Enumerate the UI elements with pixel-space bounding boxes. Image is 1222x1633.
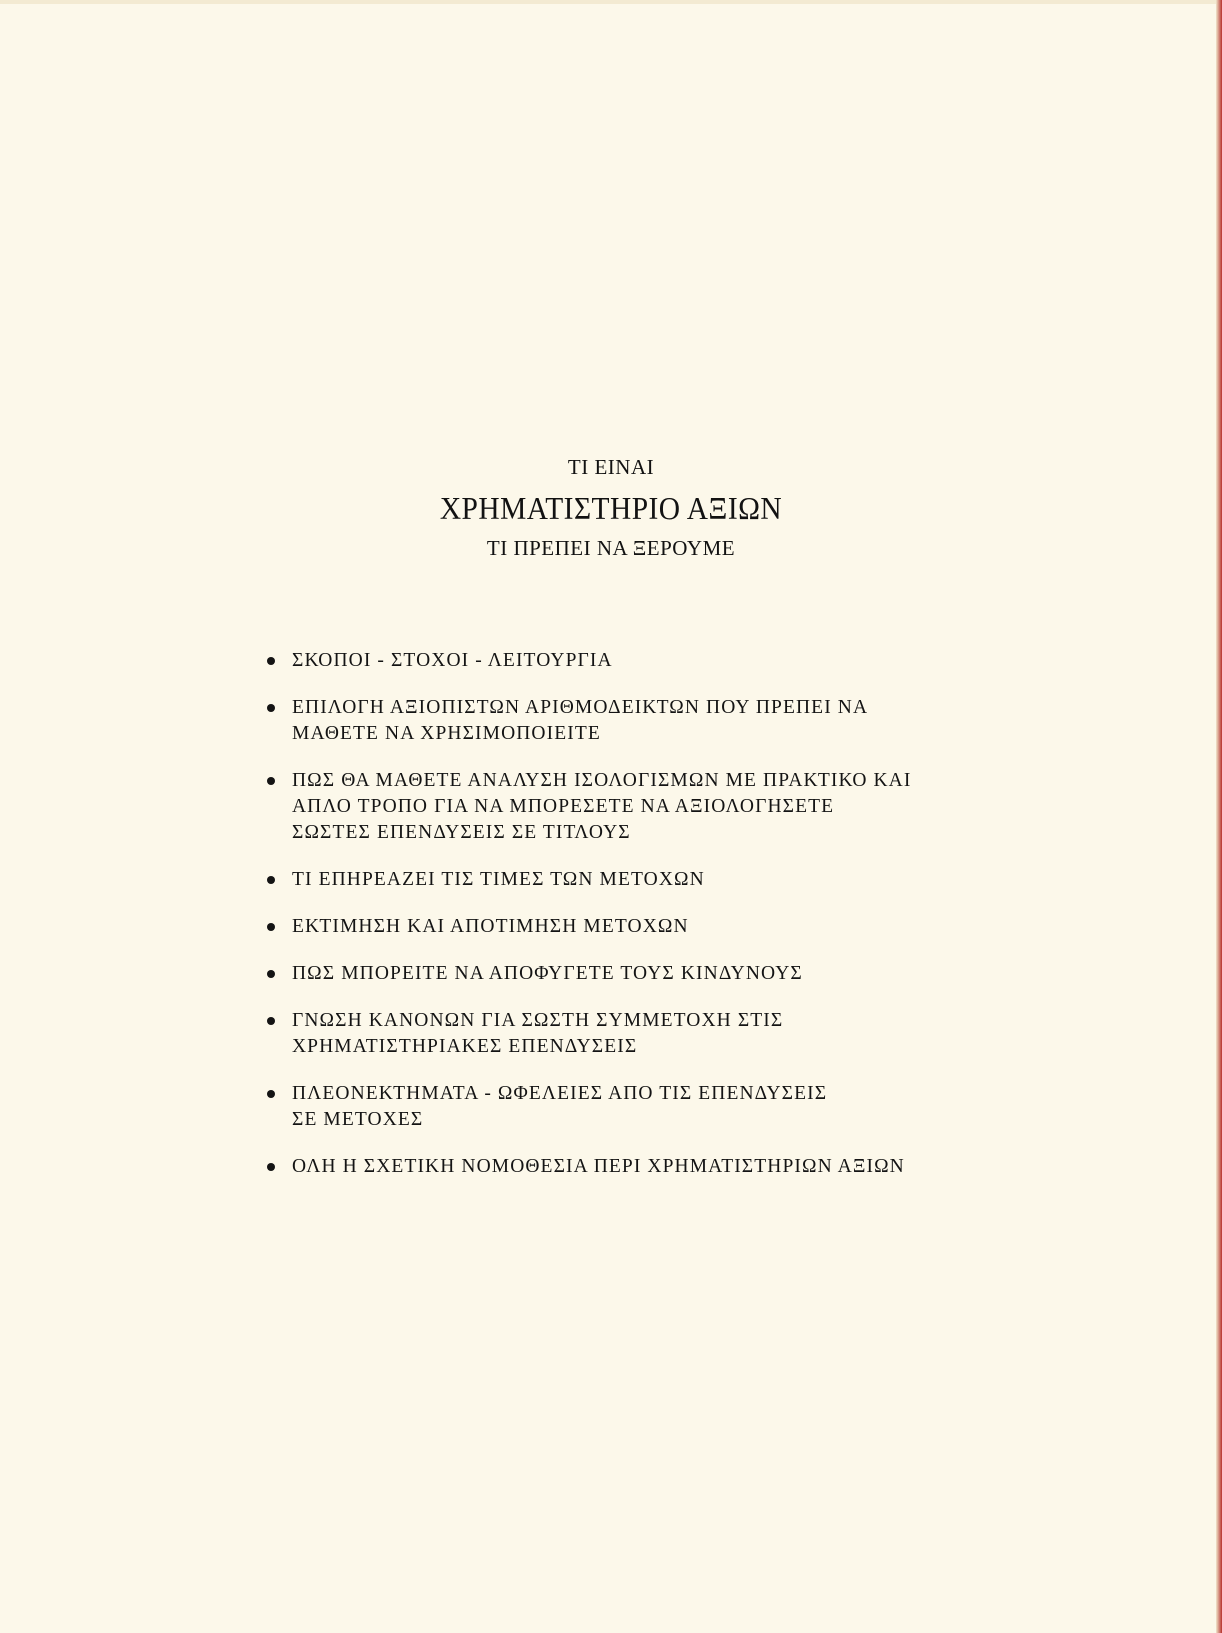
- list-item: [264, 648, 984, 674]
- cover-kicker: ΤΙ ΕΙΝΑΙ: [567, 455, 655, 479]
- bullet-icon: [267, 970, 275, 978]
- bullet-icon: [267, 876, 275, 884]
- list-item: [264, 914, 984, 940]
- list-item: [264, 867, 984, 893]
- list-item-text: ΟΛΗ Η ΣΧΕΤΙΚΗ ΝΟΜΟΘΕΣΙΑ ΠΕΡΙ ΧΡΗΜΑΤΙΣΤΗΡΙΩΝ ΑΞΙΩΝ: [292, 1156, 905, 1177]
- cover-title: ΧΡΗΜΑΤΙΣΤΗΡΙΟ ΑΞΙΩΝ: [439, 490, 783, 526]
- bullet-icon: [267, 777, 275, 785]
- list-item: [264, 1081, 984, 1133]
- list-item-text: ΠΛΕΟΝΕΚΤΗΜΑΤΑ - ΩΦΕΛΕΙΕΣ ΑΠΟ ΤΙΣ ΕΠΕΝΔΥΣΕΙΣ ΣΕ ΜΕΤΟΧΕΣ: [292, 1083, 828, 1130]
- list-item-text: ΕΚΤΙΜΗΣΗ ΚΑΙ ΑΠΟΤΙΜΗΣΗ ΜΕΤΟΧΩΝ: [292, 916, 689, 937]
- list-item-text: ΠΩΣ ΘΑ ΜΑΘΕΤΕ ΑΝΑΛΥΣΗ ΙΣΟΛΟΓΙΣΜΩΝ ΜΕ ΠΡΑΚΤΙΚΟ ΚΑΙ ΑΠΛΟ ΤΡΟΠΟ ΓΙΑ ΝΑ ΜΠΟΡΕΣΕΤΕ ΝΑ ΑΞΙΟΛΟΓΗΣΕΤΕ ΣΩΣΤΕΣ ΕΠΕΝΔΥΣΕΙΣ ΣΕ ΤΙΤΛΟΥΣ: [292, 770, 912, 843]
- cover-subtitle: ΤΙ ΠΡΕΠΕΙ ΝΑ ΞΕΡΟΥΜΕ: [486, 536, 736, 560]
- topics-list: [264, 648, 984, 1201]
- list-item-text: ΓΝΩΣΗ ΚΑΝΟΝΩΝ ΓΙΑ ΣΩΣΤΗ ΣΥΜΜΕΤΟΧΗ ΣΤΙΣ ΧΡΗΜΑΤΙΣΤΗΡΙΑΚΕΣ ΕΠΕΝΔΥΣΕΙΣ: [292, 1010, 784, 1057]
- list-item: [264, 961, 984, 987]
- list-item: [264, 695, 984, 747]
- list-item-text: ΕΠΙΛΟΓΗ ΑΞΙΟΠΙΣΤΩΝ ΑΡΙΘΜΟΔΕΙΚΤΩΝ ΠΟΥ ΠΡΕΠΕΙ ΝΑ ΜΑΘΕΤΕ ΝΑ ΧΡΗΣΙΜΟΠΟΙΕΙΤΕ: [292, 697, 869, 744]
- list-item-text: ΣΚΟΠΟΙ - ΣΤΟΧΟΙ - ΛΕΙΤΟΥΡΓΙΑ: [292, 650, 613, 671]
- list-item: [264, 1008, 984, 1060]
- page-top-edge: [0, 0, 1222, 4]
- bullet-icon: [267, 923, 275, 931]
- list-item: [264, 768, 984, 846]
- page-right-edge: [1216, 0, 1222, 1633]
- bullet-icon: [267, 1163, 275, 1171]
- bullet-icon: [267, 704, 275, 712]
- list-item-text: ΠΩΣ ΜΠΟΡΕΙΤΕ ΝΑ ΑΠΟΦΥΓΕΤΕ ΤΟΥΣ ΚΙΝΔΥΝΟΥΣ: [292, 963, 803, 984]
- bullet-icon: [267, 657, 275, 665]
- list-item-text: ΤΙ ΕΠΗΡΕΑΖΕΙ ΤΙΣ ΤΙΜΕΣ ΤΩΝ ΜΕΤΟΧΩΝ: [292, 869, 705, 890]
- bullet-icon: [267, 1090, 275, 1098]
- list-item: [264, 1154, 984, 1180]
- bullet-icon: [267, 1017, 275, 1025]
